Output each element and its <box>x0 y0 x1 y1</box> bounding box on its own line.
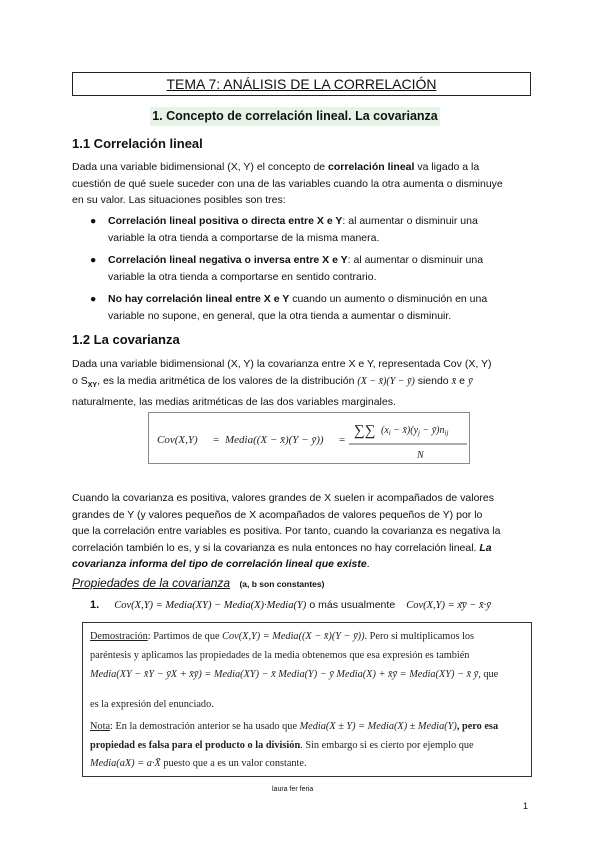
demo-label: Demostración <box>90 631 148 642</box>
subsection-heading: 1.2 La covarianza <box>72 332 180 347</box>
intro-paragraph <box>72 159 532 209</box>
svg-text:∑∑: ∑∑ <box>354 423 376 439</box>
demo-line <box>90 740 474 751</box>
cov-subscript: XY <box>87 381 98 389</box>
demo-formula: Media(XY − x̄Y − ȳX + x̄ȳ) = Media(XY) − x̄ Media(Y) − ȳ Media(X) + x̄ȳ = Media(XY) − x̄ ȳ <box>90 669 479 680</box>
demo-line <box>90 669 498 680</box>
bullet-text: : al aumentar o disminuir una <box>347 254 484 266</box>
formula-drawing <box>149 413 469 463</box>
demo-text: : En la demostración anterior se ha usado que <box>110 721 298 732</box>
list-item <box>90 252 533 285</box>
properties-note: (a, b son constantes) <box>239 579 325 589</box>
demo-text: , que <box>478 669 499 680</box>
section-heading: 1. Concepto de correlación lineal. La covarianza <box>150 107 440 126</box>
svg-text:=: = <box>339 434 346 446</box>
svg-text:Cov(X,Y): Cov(X,Y) <box>157 434 198 446</box>
demo-text: . Pero si multiplicamos los <box>364 631 475 642</box>
footer-author: laura fer feria <box>272 786 314 793</box>
svg-text:(xi − x̄)(yj − ȳ)nij: ($x_i$ − $x̄)(y_j$ − $ȳ)n_{ij}$ <box>381 425 449 437</box>
list-item <box>90 291 533 324</box>
cov2-line: Cuando la covarianza es positiva, valores grandes de X suelen ir acompañados de valores <box>72 492 494 504</box>
covariance-paragraph <box>72 356 542 411</box>
mean-y: ȳ <box>467 375 473 387</box>
distribution-formula: (X − x̄)(Y − ȳ) <box>357 375 415 387</box>
cov-line: naturalmente, las medias aritméticas de las dos variables marginales. <box>72 396 396 409</box>
bullet-line: variable no supone, en general, que la otra tienda a aumentar o disminuir. <box>108 309 452 322</box>
page-title <box>72 72 531 96</box>
cov-text: e <box>459 374 466 387</box>
cov-text: o S <box>72 374 88 387</box>
demo-label: Nota <box>90 721 111 732</box>
demo-line: paréntesis y aplicamos las propiedades de la media obtenemos que esa expresión es también <box>90 650 470 661</box>
cov2-text: correlación también lo es, y si la covarianza es nula entonces no hay correlación lineal. <box>72 541 480 554</box>
bullet-icon: ● <box>90 293 97 305</box>
intro-line: en su valor. Las situaciones posibles son tres: <box>72 194 286 206</box>
svg-text:N: N <box>417 450 424 461</box>
demo-bold: propiedad es falsa para el producto o la división <box>90 740 301 751</box>
subsection-heading: 1.1 Correlación lineal <box>72 136 203 151</box>
mean-x: x̄ <box>451 375 457 387</box>
demo-text-bold: , pero esa <box>456 721 499 732</box>
intro-text: Dada una variable bidimensional (X, Y) el concepto de <box>72 161 329 173</box>
cov-line: Dada una variable bidimensional (X, Y) la covarianza entre X e Y, representada Cov (X, Y) <box>72 358 492 370</box>
properties-heading <box>72 576 324 590</box>
cov-text: , es la media aritmética de los valores de la distribución <box>97 374 355 387</box>
svg-text:=: = <box>213 434 220 446</box>
bullet-text: cuando un aumento o disminución en una <box>289 293 488 305</box>
property-formula-short: Cov(X,Y) = x͞y − x̄·ȳ <box>406 600 491 611</box>
demo-formula: Media(X ± Y) = Media(X) ± Media(Y) <box>299 721 457 732</box>
demo-text: : Partimos de que <box>147 631 220 642</box>
cov2-bold: La <box>479 541 492 554</box>
bullet-icon: ● <box>90 215 97 227</box>
covariance-formula <box>148 412 470 464</box>
cov-text: siendo <box>417 374 449 387</box>
list-item <box>90 213 533 246</box>
demo-line <box>90 758 307 769</box>
demo-line <box>90 721 498 732</box>
bullet-line: variable la otra tienda a comportarse de la misma manera. <box>108 231 380 244</box>
bullet-line: variable la otra tienda a comportarse en sentido contrario. <box>108 270 377 283</box>
bullet-text: : al aumentar o disminuir una <box>342 215 478 227</box>
cov2-text: . <box>366 558 370 570</box>
property-connector: o más usualmente <box>309 599 396 611</box>
property-formula: Cov(X,Y) = Media(XY) − Media(X)·Media(Y) <box>114 600 307 611</box>
svg-text:Media((X − x̄)(Y − ȳ)): Media((X − x̄)(Y − ȳ)) <box>225 434 324 446</box>
demo-text: . Sin embargo si es cierto por ejemplo que <box>300 740 474 751</box>
bullet-icon: ● <box>90 254 97 266</box>
properties-title: Propiedades de la covarianza <box>72 576 231 590</box>
demo-line <box>90 631 474 642</box>
covariance-sign-paragraph <box>72 490 542 573</box>
cov2-line: que la correlación entre variables es positiva. Por tanto, cuando la covarianza es negativa la <box>72 525 501 537</box>
bullet-bold: Correlación lineal positiva o directa entre X e Y <box>108 215 343 227</box>
demo-line: es la expresión del enunciado. <box>90 699 214 710</box>
bullet-bold: Correlación lineal negativa o inversa entre X e Y <box>108 254 348 266</box>
demo-formula: Cov(X,Y) = Media((X − x̄)(Y − ȳ)) <box>222 631 365 642</box>
property-number: 1. <box>90 599 100 611</box>
cov2-line: grandes de Y (y valores pequeños de X acompañados de valores pequeños de Y) por lo <box>72 508 483 521</box>
demonstration-box <box>82 622 532 777</box>
demo-text: puesto que a es un valor constante. <box>163 758 307 769</box>
intro-text-2: va ligado a la <box>414 161 480 173</box>
demo-formula: Media(aX) = a·X̄ <box>90 758 161 769</box>
cov2-bold-line: covarianza informa del tipo de correlación lineal que existe <box>72 558 367 570</box>
page-title-text: TEMA 7: ANÁLISIS DE LA CORRELACIÓN <box>166 76 437 92</box>
intro-line: cuestión de qué suele suceder con una de las variables cuando la otra aumenta o disminuye <box>72 177 503 190</box>
bullet-bold: No hay correlación lineal entre X e Y <box>108 293 290 305</box>
intro-bold: correlación lineal <box>328 161 415 173</box>
page-number: 1 <box>523 801 529 811</box>
property-1 <box>90 599 491 611</box>
